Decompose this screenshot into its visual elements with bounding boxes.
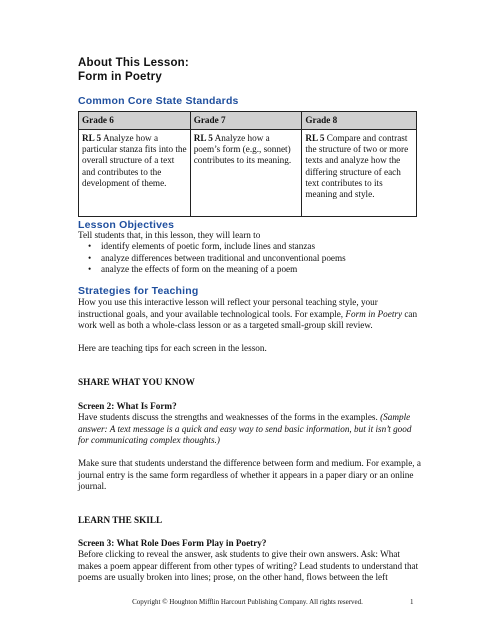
page-title xyxy=(78,57,189,84)
column-header: Grade 6 xyxy=(79,112,191,130)
share-heading: SHARE WHAT YOU KNOW xyxy=(78,377,195,387)
standards-header-row xyxy=(79,112,417,130)
column-header: Grade 8 xyxy=(302,112,417,130)
page-number: 1 xyxy=(410,598,414,606)
strategies-tips: Here are teaching tips for each screen in the lesson. xyxy=(78,343,267,353)
strategies-text-end: can work well as both a whole-class lesson or as a targeted small-group skill review. xyxy=(78,308,418,331)
standard-cell xyxy=(190,130,302,217)
strategies-paragraph xyxy=(78,297,423,332)
standard-code: RL 5 xyxy=(82,133,102,143)
objectives-list xyxy=(78,241,346,276)
standards-heading: Common Core State Standards xyxy=(78,95,239,107)
standard-code: RL 5 xyxy=(305,133,325,143)
list-item xyxy=(78,264,346,276)
strategies-text-start: How you use this interactive lesson will reflect your personal teaching style, your instructional goals, and your available technological tools. For example, xyxy=(78,297,378,319)
list-item xyxy=(78,253,346,265)
standard-text: Analyze how a particular stanza fits into the overall structure of a text and contributes to the development of theme. xyxy=(82,133,187,188)
standard-code: RL 5 xyxy=(193,133,213,143)
bullet-icon: • xyxy=(88,241,92,251)
screen-2-body xyxy=(78,412,423,447)
screen-2-instruction: Have students discuss the strengths and weaknesses of the forms in the examples. xyxy=(78,412,378,422)
standard-text: Compare and contrast the structure of two or more texts and analyze how the differing structure of each text contributes to its meaning and style. xyxy=(305,133,409,200)
standard-cell xyxy=(79,130,191,217)
bullet-icon: • xyxy=(88,252,92,263)
bullet-icon: • xyxy=(88,264,92,275)
list-item-text: analyze the effects of form on the meaning of a poem xyxy=(101,264,298,275)
screen-2-sample: (Sample answer: A text message is a quick and easy way to send basic information, but it isn’t good for communicating complex thoughts.) xyxy=(78,412,412,446)
form-medium-note: Make sure that students understand the difference between form and medium. For example, a journal entry is the same form regardless of whether it appears in a paper diary or an online journal. xyxy=(78,458,421,492)
standards-table xyxy=(78,111,417,217)
standard-text: Analyze how a poem’s form (e.g., sonnet) contributes to its meaning. xyxy=(193,133,292,166)
standard-cell xyxy=(302,130,417,217)
list-item-text: analyze differences between traditional and unconventional poems xyxy=(101,252,346,263)
lesson-name: Form in Poetry xyxy=(345,308,403,319)
list-item xyxy=(78,241,346,253)
page-title-line1: About This Lesson: xyxy=(78,57,189,69)
copyright-footer: Copyright © Houghton Mifflin Harcourt Publishing Company. All rights reserved. xyxy=(132,598,363,606)
objectives-heading: Lesson Objectives xyxy=(78,219,175,231)
page-title-line2: Form in Poetry xyxy=(78,70,162,83)
standards-row xyxy=(79,130,417,217)
strategies-heading: Strategies for Teaching xyxy=(78,285,199,297)
learn-heading: LEARN THE SKILL xyxy=(78,515,163,525)
screen-3-title: Screen 3: What Role Does Form Play in Poetry? xyxy=(78,538,267,548)
screen-2-title: Screen 2: What Is Form? xyxy=(78,401,177,411)
screen-3-body: Before clicking to reveal the answer, ask students to give their own answers. Ask: What makes a poem appear different from other types of writing? Lead students to understand that poems are usually broken into lines; prose, on the other hand, flows between the left xyxy=(78,549,419,583)
objectives-intro: Tell students that, in this lesson, they will learn to xyxy=(78,230,261,240)
list-item-text: identify elements of poetic form, include lines and stanzas xyxy=(101,241,316,251)
column-header: Grade 7 xyxy=(190,112,302,130)
